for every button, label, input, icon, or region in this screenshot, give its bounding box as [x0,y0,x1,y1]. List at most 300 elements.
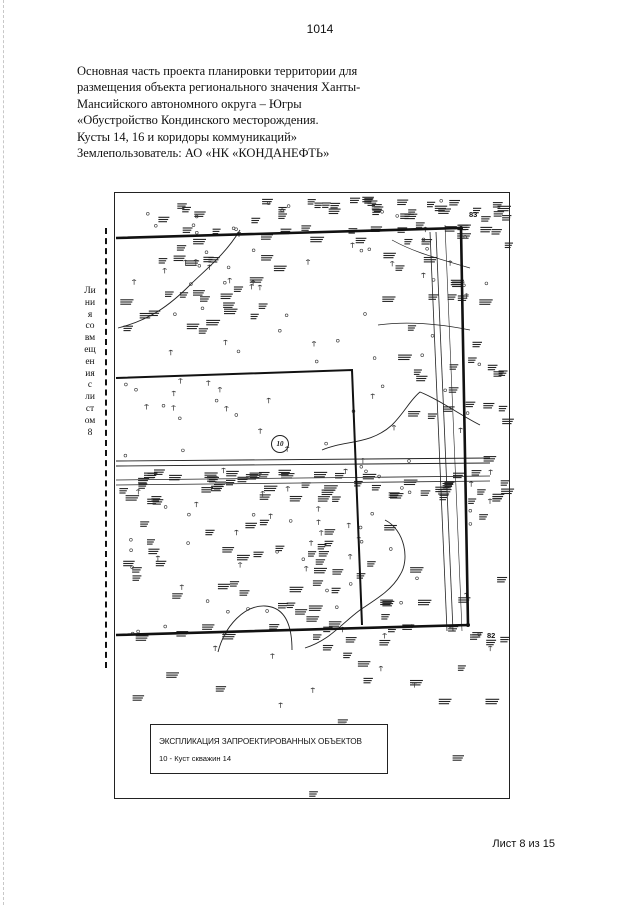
vegetation-dot [371,512,374,515]
marsh-symbol [502,216,511,220]
marsh-symbol [202,625,214,629]
header-line: Кусты 14, 16 и коридоры коммуникаций» [77,129,298,144]
marsh-symbol [501,489,514,493]
vegetation-dot [469,509,472,512]
vegetation-dot [289,520,292,523]
marsh-symbol [133,576,142,580]
tree-symbol [228,278,232,283]
tree-symbol [156,556,160,561]
tree-symbol [194,260,198,265]
vegetation-dot [227,266,230,269]
marsh-symbol [479,515,488,519]
tree-symbol [258,429,262,434]
vegetation-dot [400,601,403,604]
marsh-symbol [205,530,214,534]
vegetation-dot [389,548,392,551]
tree-symbol [132,280,136,285]
marsh-symbol [435,206,447,210]
vegetation-dot [365,470,368,473]
marsh-symbol [448,295,457,299]
parcel-boundary [116,370,362,625]
road-line [116,481,490,485]
vegetation-dot [381,210,384,213]
vegetation-dot [469,523,472,526]
marsh-symbol [147,540,155,544]
marsh-symbol [261,235,273,239]
side-label-part: 8 [87,427,93,438]
marsh-symbol [237,555,250,559]
vegetation-dot [408,491,411,494]
marsh-symbol [158,217,169,221]
vegetation-dot [266,610,269,613]
marsh-symbol [319,552,329,556]
tree-symbol [489,470,493,475]
road-line [116,458,490,461]
marsh-symbol [421,491,431,495]
marsh-symbol [364,678,373,682]
header-line: Землепользователь: АО «НК «КОНДАНЕФТЬ» [77,146,330,161]
side-label-part: ни [84,297,96,308]
vegetation-dot [130,549,133,552]
vegetation-dot [360,249,363,252]
vegetation-dot [396,215,399,218]
tree-symbol [136,490,140,495]
marsh-symbol [358,662,371,666]
point-label-83: 83 [469,210,478,219]
marsh-symbol [224,309,238,313]
vegetation-dot [421,354,424,357]
tree-symbol [392,425,396,430]
marsh-symbol [324,486,338,490]
tree-symbol [347,523,351,528]
vegetation-dot [137,630,140,633]
marsh-symbol [427,202,435,206]
marsh-symbol [473,342,483,346]
marsh-symbol [499,406,508,410]
marsh-symbol [166,673,179,677]
vegetation-dot [187,542,190,545]
contour-line [322,392,480,450]
boundary-point-83 [459,226,463,230]
vegetation-dot [478,363,481,366]
tree-symbol [469,482,473,487]
vegetation-dot [125,383,128,386]
tree-symbol [238,563,242,568]
marsh-symbol [486,699,500,703]
marsh-symbol [323,646,333,650]
vegetation-dot [178,417,181,420]
marsh-symbol [274,266,287,270]
tree-symbol [379,666,383,671]
vegetation-dot [192,224,195,227]
marsh-symbol [477,490,486,494]
marsh-symbol [156,561,167,565]
vegetation-dot [325,442,328,445]
vegetation-dot [466,412,469,415]
marsh-symbol [313,581,323,585]
marsh-symbol [221,294,233,298]
vegetation-dot [124,454,127,457]
marsh-symbol [254,552,264,556]
vegetation-dot [408,460,411,463]
vegetation-dot [201,307,204,310]
marsh-symbol [309,792,318,796]
marsh-symbol [372,210,381,214]
marsh-symbol [151,497,161,501]
marsh-symbol [453,756,464,760]
marsh-symbol [290,497,302,501]
marsh-symbol [206,320,220,324]
vegetation-dot [227,610,230,613]
marsh-symbol [468,499,476,503]
vegetation-dot [335,606,338,609]
marsh-symbol [301,226,311,230]
side-label-part: ом [84,415,96,426]
marsh-symbol [493,494,505,498]
marsh-symbol [501,481,510,485]
marsh-symbols [119,197,514,796]
marsh-symbol [245,523,257,527]
tree-symbol [267,398,271,403]
boundary-point-82 [466,623,470,627]
vegetation-dot [368,248,371,251]
vegetation-dot [252,513,255,516]
vegetation-dot [154,224,157,227]
vegetation-dot [182,449,185,452]
marsh-symbol [404,480,418,484]
marsh-symbol [308,552,316,556]
tree-symbol [178,379,182,384]
tree-symbol [194,502,198,507]
marsh-symbol [325,530,336,534]
marsh-symbol [310,237,324,241]
marsh-symbol [343,653,352,657]
vegetation-dot [485,282,488,285]
header-line: «Обустройство Кондинского месторождения. [77,113,319,128]
marsh-symbol [408,326,416,330]
marsh-symbol [466,402,476,406]
vegetation-dot [302,558,305,561]
marsh-symbol [410,681,423,685]
vegetation-dot [426,247,429,250]
marsh-symbol [468,358,477,362]
side-label-part: ещ [84,344,96,355]
header-line: Основная часть проекта планировки территории для [77,64,358,78]
marsh-symbol [259,304,268,308]
marsh-symbol [302,483,311,487]
corridor-line [445,225,462,631]
marsh-symbol [306,617,319,621]
tree-symbol [169,350,173,355]
vegetation-dot [174,313,177,316]
marsh-symbol [329,209,341,213]
vegetation-dot [235,414,238,417]
tree-symbol [316,507,320,512]
tree-symbol [223,340,227,345]
vegetation-dot [431,334,434,337]
marsh-symbol [264,486,277,490]
vegetation-dot [223,281,226,284]
side-label-part: с [87,380,93,391]
marsh-symbol [449,388,459,392]
marsh-symbol [439,699,452,703]
vegetation-dot [359,526,362,529]
marsh-symbol [148,549,159,553]
marsh-symbol [200,297,210,301]
header-line: размещения объекта регионального значения Ханты- [77,80,361,95]
marsh-symbol [332,497,341,501]
marsh-symbol [230,582,239,586]
side-label-part: вм [84,333,96,344]
side-label-part: ия [85,368,95,379]
tree-symbol [390,261,394,266]
marsh-symbol [316,560,325,564]
marsh-symbol [290,587,304,591]
vegetation-dot [278,329,281,332]
marsh-symbol [119,489,128,493]
marsh-symbol [177,246,186,250]
side-label-part: ен [85,356,95,367]
vegetation-dot [381,385,384,388]
marsh-symbol [492,230,502,234]
vegetation-dot [205,251,208,254]
tree-symbol [250,284,254,289]
marsh-symbol [484,457,497,461]
vegetation-dot [326,589,329,592]
marsh-symbol [269,625,279,629]
tree-symbol [222,468,226,473]
marsh-symbol [193,291,205,295]
tree-symbol [306,260,310,265]
marsh-symbol [183,228,193,232]
marsh-symbol [132,568,142,572]
marsh-symbol [363,474,377,478]
vegetation-dot [252,249,255,252]
marsh-symbol [322,203,331,207]
tree-symbol [163,268,167,273]
parcel-number-label: 10 [271,435,289,453]
tree-symbol [309,541,313,546]
vegetation-dot [360,540,363,543]
planning-boundary [116,228,468,635]
explication-box [150,724,388,774]
tree-symbol [383,634,387,639]
tree-symbol [234,530,238,535]
marsh-symbol [251,218,260,222]
marsh-symbol [500,637,510,641]
marsh-symbol [260,495,271,499]
marsh-symbol [140,522,149,526]
marsh-symbol [234,287,243,291]
vegetation-dot [444,389,447,392]
marsh-symbol [383,253,396,257]
marsh-symbol [381,615,390,619]
marsh-symbol [486,640,496,644]
marsh-symbol [410,568,423,572]
tree-symbol [172,406,176,411]
vegetation-dot [401,487,404,490]
marsh-symbol [313,635,322,639]
explication-title: ЭКСПЛИКАЦИЯ ЗАПРОЕКТИРОВАННЫХ ОБЪЕКТОВ [159,737,362,746]
marsh-symbol [438,209,451,213]
tree-symbol [206,381,210,386]
tree-symbol [270,654,274,659]
vegetation-dot [336,339,339,342]
marsh-symbol [322,490,335,494]
vegetation-dot [360,465,363,468]
side-label-part: со [85,321,95,332]
tree-symbol [351,243,355,248]
marsh-symbol [396,266,405,270]
contour-line [118,230,240,328]
marsh-symbol [216,687,226,691]
marsh-symbol [505,243,513,247]
marsh-symbol [332,588,341,592]
tree-symbol [319,531,323,536]
marsh-symbol [276,546,285,550]
marsh-symbol [416,223,425,227]
marsh-symbol [332,570,343,574]
marsh-symbol [453,473,464,477]
vegetation-dot [206,600,209,603]
side-label-part: ли [85,392,95,403]
marsh-symbol [238,477,249,481]
marsh-symbol [472,471,482,475]
marsh-symbol [429,295,439,299]
explication-item: 10 - Куст скважин 14 [159,754,232,763]
tree-symbol [218,387,222,392]
marsh-symbol [185,261,199,265]
vegetation-dot [287,205,290,208]
marsh-symbol [481,217,491,221]
marsh-symbol [398,355,412,359]
marsh-symbol [223,303,235,307]
tree-symbol [311,688,315,693]
vegetation-dot [373,357,376,360]
vegetation-dot [198,264,201,267]
marsh-symbol [372,486,381,490]
marsh-symbol [172,594,183,598]
marsh-symbol [318,497,330,501]
tree-symbol [261,491,265,496]
marsh-symbol [350,198,360,202]
vegetation-dot [285,314,288,317]
marsh-symbol [309,606,323,610]
marsh-symbol [414,370,422,374]
vegetation-dot [315,360,318,363]
vegetation-dot [164,506,167,509]
marsh-symbol [408,412,420,416]
tree-symbol [258,285,262,290]
tree-symbol [180,585,184,590]
marsh-symbol [123,561,135,565]
point-label-82: 82 [487,631,496,640]
marsh-symbol [226,471,239,475]
marsh-symbol [480,227,492,231]
vegetation-dot [195,231,198,234]
marsh-symbol [194,212,205,216]
marsh-symbol [174,256,186,260]
marsh-symbol [379,641,390,645]
marsh-symbol [213,229,221,233]
tree-symbol [224,406,228,411]
marsh-symbol [222,548,234,552]
vegetation-dot [440,199,443,202]
marsh-symbol [483,404,494,408]
vegetation-dot [215,399,218,402]
tree-symbol [304,566,308,571]
marsh-symbol [240,591,250,595]
marsh-symbol [458,666,466,670]
marsh-symbol [260,520,269,524]
side-label-part: Ли [84,286,96,296]
tree-symbol [145,405,149,410]
vegetation-dot [188,513,191,516]
side-label-part: я [87,309,93,320]
marsh-symbol [397,200,408,204]
marsh-symbol [418,600,431,604]
marsh-symbol [133,696,145,700]
marsh-symbol [138,478,149,482]
marsh-symbol [120,300,133,304]
header-line: Мансийского автономного округа – Югры [77,96,302,111]
marsh-symbol [295,610,307,614]
marsh-symbol [199,329,208,333]
tree-symbol [488,646,492,651]
tree-symbol [312,342,316,347]
marsh-symbol [315,203,324,207]
marsh-symbol [314,568,327,572]
marsh-symbol [502,419,514,423]
marsh-symbol [479,300,492,304]
vegetation-dot [164,625,167,628]
tree-symbol [459,428,463,433]
vegetation-dot [162,404,165,407]
marsh-symbol [449,201,460,205]
marsh-symbol [356,238,367,242]
vegetation-dot [416,577,419,580]
vegetation-dot [349,583,352,586]
vegetation-dot [130,538,133,541]
marsh-symbol [404,240,412,244]
tree-symbol [371,394,375,399]
marsh-symbol [278,604,288,608]
marsh-symbol [159,259,168,263]
sheet-number: Лист 8 из 15 [492,838,555,850]
marsh-symbol [416,376,427,380]
marsh-symbol [382,297,395,301]
marsh-symbol [251,314,259,318]
marsh-symbol [126,496,140,500]
tree-symbol [286,487,290,492]
tree-symbol [172,391,176,396]
tree-symbol [279,703,283,708]
tree-symbol [488,499,492,504]
marsh-symbol [346,638,357,642]
marsh-symbol [367,562,376,566]
marsh-symbol [261,256,273,260]
side-label-part: ст [85,403,95,414]
road-line [116,463,490,466]
marsh-symbol [187,324,200,328]
vegetation-dot [432,279,435,282]
tree-symbol [421,273,425,278]
vegetation-dot [232,227,235,230]
page-number: 1014 [306,22,334,36]
marsh-symbol [218,584,230,588]
marsh-symbol [136,636,149,640]
vegetation-dot [146,212,149,215]
